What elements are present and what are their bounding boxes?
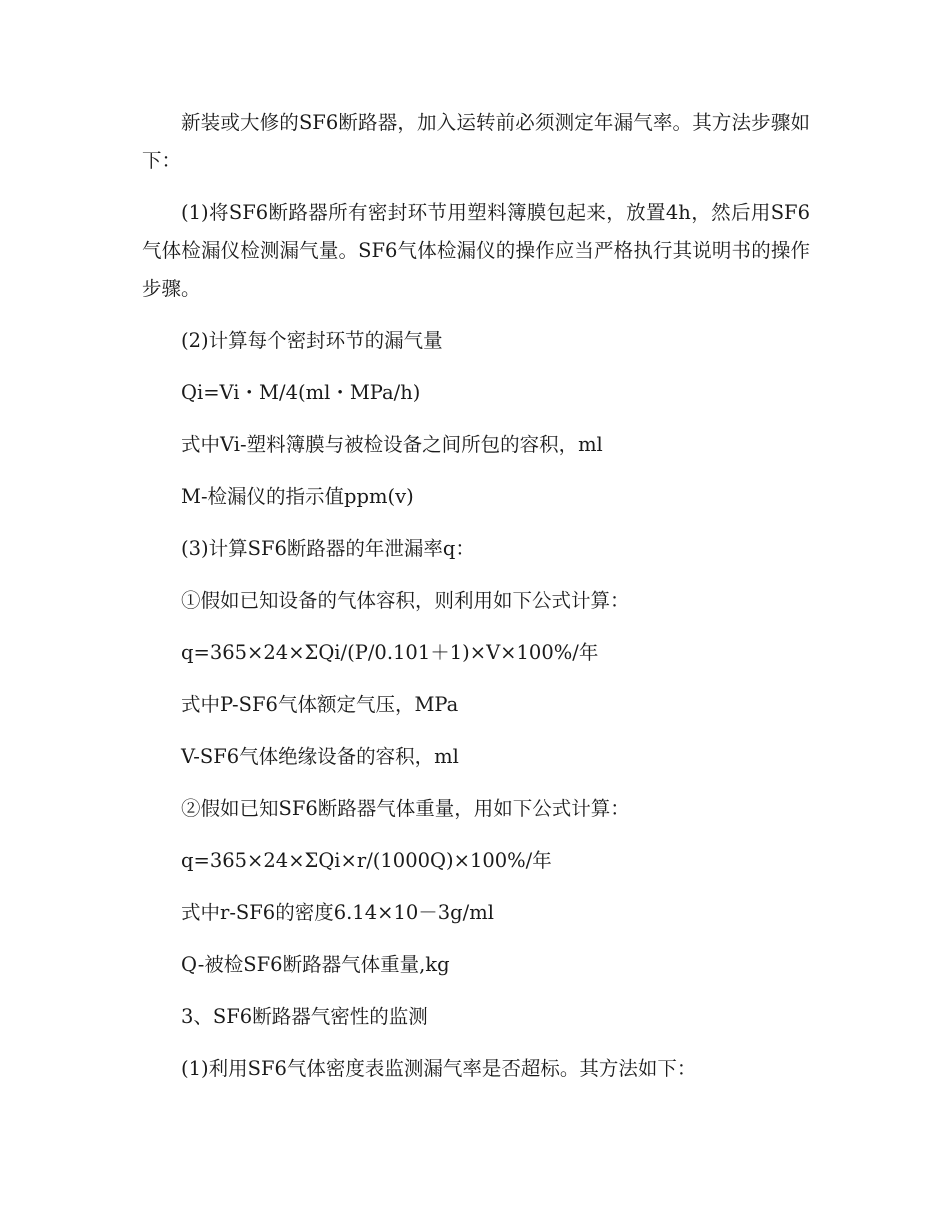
paragraph-case-2: ②假如已知SF6断路器气体重量，用如下公式计算： bbox=[181, 797, 630, 820]
definition-p: 式中P-SF6气体额定气压，MPa bbox=[181, 693, 459, 716]
section-heading-3: 3、SF6断路器气密性的监测 bbox=[181, 1005, 428, 1028]
paragraph-step-3: (3)计算SF6断路器的年泄漏率q： bbox=[181, 537, 475, 560]
definition-m: M-检漏仪的指示值ppm(v) bbox=[181, 485, 414, 508]
paragraph-monitor-1: (1)利用SF6气体密度表监测漏气率是否超标。其方法如下： bbox=[181, 1057, 697, 1080]
paragraph-step-2: (2)计算每个密封环节的漏气量 bbox=[181, 329, 443, 352]
paragraph-step-1: (1)将SF6断路器所有密封环节用塑料簿膜包起来，放置4h，然后用SF6气体检漏仪检测漏气量。SF6气体检漏仪的操作应当严格执行其说明书的操作步骤。 bbox=[142, 201, 810, 300]
formula-q-volume: q=365×24×ΣQi/(P/0.101＋1)×V×100%/年 bbox=[181, 641, 599, 664]
definition-r: 式中r-SF6的密度6.14×10－3g/ml bbox=[181, 901, 494, 924]
paragraph-case-1: ①假如已知设备的气体容积，则利用如下公式计算： bbox=[181, 589, 630, 612]
definition-vi: 式中Vi-塑料簿膜与被检设备之间所包的容积，ml bbox=[181, 433, 603, 456]
definition-q: Q-被检SF6断路器气体重量,kg bbox=[181, 953, 450, 976]
definition-v: V-SF6气体绝缘设备的容积，ml bbox=[181, 745, 459, 768]
formula-qi: Qi=Vi・M/4(ml・MPa/h) bbox=[181, 381, 421, 404]
paragraph-intro: 新装或大修的SF6断路器，加入运转前必须测定年漏气率。其方法步骤如下： bbox=[142, 111, 810, 172]
document-body bbox=[142, 104, 810, 1088]
formula-q-weight: q=365×24×ΣQi×r/(1000Q)×100%/年 bbox=[181, 849, 552, 872]
